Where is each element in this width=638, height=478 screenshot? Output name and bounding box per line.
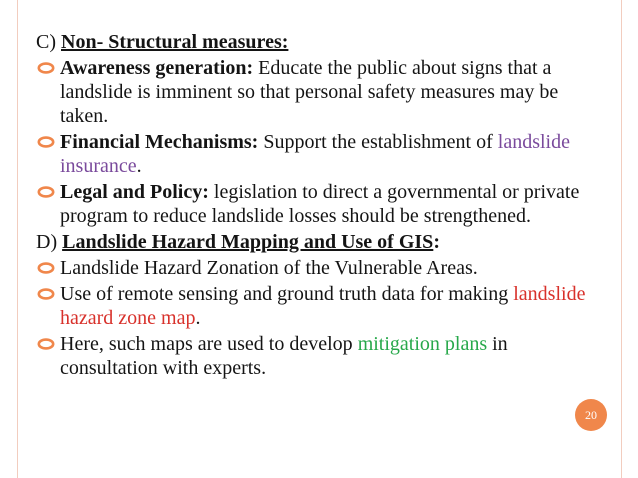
list-item-legal (36, 180, 606, 228)
landslide-insurance-highlight: landslide insurance (60, 131, 570, 177)
list-item-awareness (36, 56, 606, 128)
list-item-zonation (36, 256, 606, 280)
left-border-rule (17, 0, 18, 478)
slide-content (36, 30, 606, 382)
section-c-prefix: C) (36, 31, 61, 53)
ring-bullet-icon (36, 56, 56, 80)
right-border-rule (621, 0, 622, 478)
item-text: Use of remote sensing and ground truth data for making (60, 283, 514, 305)
ring-bullet-icon (36, 180, 56, 204)
page-number-badge: 20 (575, 399, 607, 431)
list-item-mitigation (36, 332, 606, 380)
list-item-financial (36, 130, 606, 178)
item-label: Awareness generation: (60, 57, 254, 79)
mitigation-plans-highlight: mitigation plans (357, 333, 488, 355)
hazard-zone-map-highlight: landslide hazard zone map (60, 283, 586, 329)
section-d-title: Landslide Hazard Mapping and Use of GIS (62, 231, 434, 253)
list-item-remote-sensing (36, 282, 606, 330)
section-c-heading (36, 30, 606, 54)
item-label: Legal and Policy: (60, 181, 209, 203)
ring-bullet-icon (36, 332, 56, 356)
section-c-title: Non- Structural measures: (61, 31, 289, 53)
section-d-suffix: : (433, 231, 440, 253)
item-text: Support the establishment of (258, 131, 498, 153)
section-d-heading (36, 230, 606, 254)
item-text: Landslide Hazard Zonation of the Vulnerable Areas. (60, 257, 478, 279)
item-text-end: . (136, 155, 142, 177)
item-label: Financial Mechanisms: (60, 131, 259, 153)
item-text: legislation to direct a governmental or private program to reduce landslide losses should be strengthened. (60, 181, 580, 227)
item-text: Educate the public about signs that a landslide is imminent so that personal safety measures may be taken. (60, 57, 559, 127)
item-text: Here, such maps are used to develop (60, 333, 358, 355)
ring-bullet-icon (36, 256, 56, 280)
ring-bullet-icon (36, 282, 56, 306)
ring-bullet-icon (36, 130, 56, 154)
section-d-prefix: D) (36, 231, 63, 253)
item-text-end: in consultation with experts. (60, 333, 508, 379)
item-text-end: . (195, 307, 201, 329)
